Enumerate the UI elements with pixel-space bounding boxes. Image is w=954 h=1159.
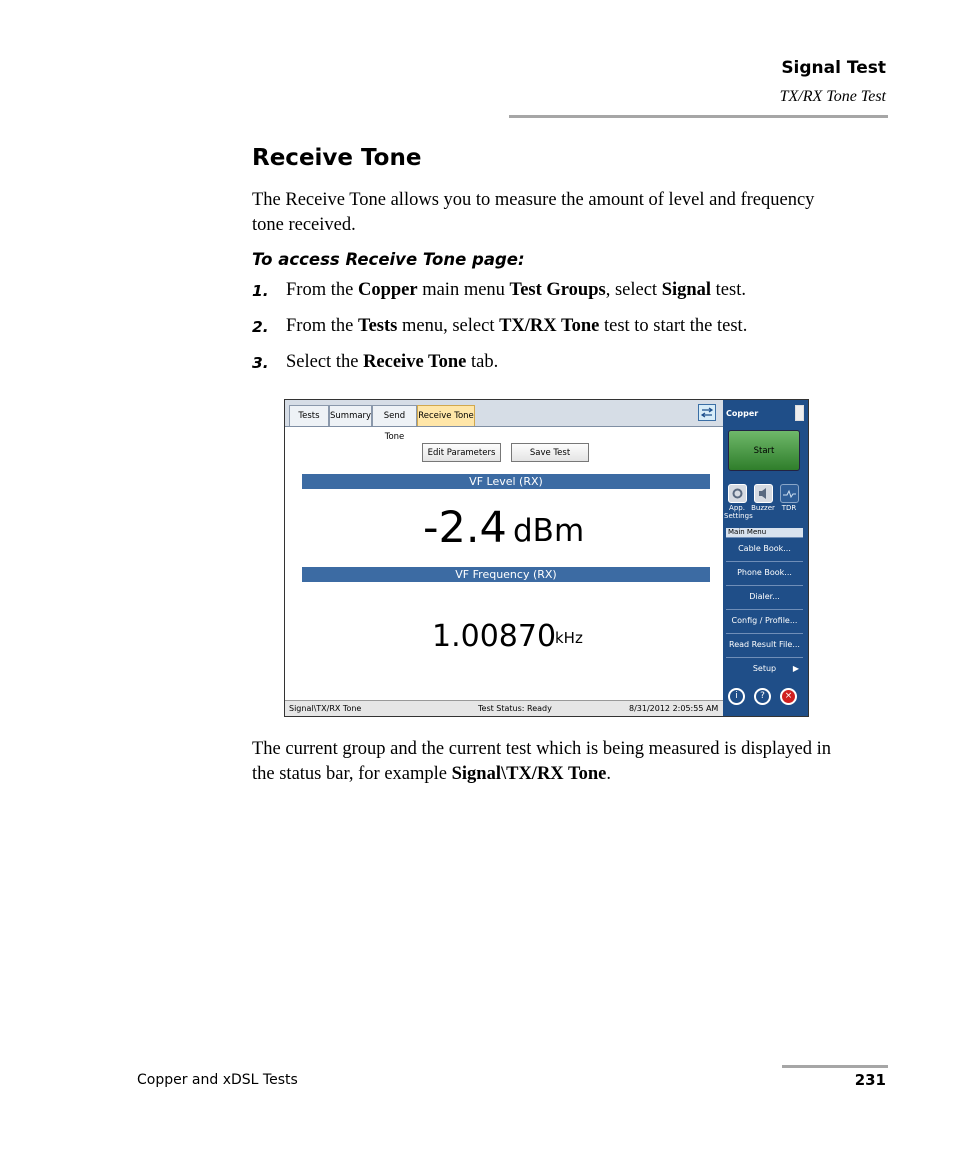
help-icon[interactable]: ? (754, 688, 771, 705)
menu-item-config-profile[interactable]: Config / Profile... (726, 609, 803, 632)
intro-paragraph: The Receive Tone allows you to measure the amount of level and frequency tone received. (252, 190, 815, 235)
step-number: 1. (252, 282, 269, 300)
tab-send-tone[interactable]: Send Tone (372, 405, 417, 426)
step-number: 2. (252, 318, 269, 336)
tdr-icon[interactable] (780, 484, 799, 503)
header-rule (509, 115, 888, 118)
tab-receive-tone[interactable]: Receive Tone (417, 405, 475, 426)
step-text: From the Tests menu, select TX/RX Tone test to start the test. (286, 316, 748, 336)
app-settings-label: App. Settings (724, 504, 753, 520)
footer-rule (782, 1065, 888, 1068)
page-number: 231 (854, 1071, 886, 1089)
app-settings-icon[interactable] (728, 484, 747, 503)
step-text: From the Copper main menu Test Groups, select Signal test. (286, 280, 746, 300)
vf-frequency-value: 1.00870 (432, 619, 557, 654)
status-bar (285, 700, 723, 717)
setup-label: Setup (752, 664, 777, 673)
tab-tests[interactable]: Tests (289, 405, 329, 426)
side-panel-title: Copper (726, 409, 759, 418)
menu-item-setup[interactable] (726, 657, 803, 680)
buzzer-icon[interactable] (754, 484, 773, 503)
menu-item-read-result-file[interactable]: Read Result File... (726, 633, 803, 656)
step-number: 3. (252, 354, 269, 372)
running-header-title: Signal Test (781, 58, 886, 78)
right-side-panel (723, 400, 808, 716)
receive-tone-screenshot (284, 399, 809, 717)
status-datetime: 8/31/2012 2:05:55 AM (629, 704, 719, 713)
buzzer-label: Buzzer (751, 504, 775, 512)
section-heading: Receive Tone (252, 145, 422, 171)
menu-item-cable-book[interactable]: Cable Book... (726, 537, 803, 560)
vf-frequency-unit: kHz (555, 629, 583, 647)
status-test-status: Test Status: Ready (478, 704, 552, 713)
edit-parameters-button[interactable]: Edit Parameters (422, 443, 501, 462)
menu-item-dialer[interactable]: Dialer... (726, 585, 803, 608)
tab-bar (285, 400, 723, 442)
vf-frequency-header: VF Frequency (RX) (302, 567, 710, 582)
status-path: Signal\TX/RX Tone (289, 704, 362, 713)
menu-item-phone-book[interactable]: Phone Book... (726, 561, 803, 584)
running-header-subtitle: TX/RX Tone Test (779, 88, 886, 105)
battery-icon (795, 405, 804, 421)
tdr-label: TDR (781, 504, 797, 512)
close-icon[interactable]: × (780, 688, 797, 705)
start-button[interactable]: Start (728, 430, 800, 471)
vf-level-unit: dBm (513, 513, 585, 549)
step-text: Select the Receive Tone tab. (286, 352, 499, 372)
chevron-right-icon: ▶ (792, 664, 799, 673)
closing-paragraph: The current group and the current test which is being measured is displayed in the status bar, for example Signal\TX/RX Tone. (252, 739, 831, 784)
procedure-title: To access Receive Tone page: (252, 250, 525, 269)
vf-level-header: VF Level (RX) (302, 474, 710, 489)
footer-book-title: Copper and xDSL Tests (137, 1072, 298, 1088)
tab-summary[interactable]: Summary (329, 405, 372, 426)
main-menu-title: Main Menu (726, 528, 803, 537)
vf-level-value: -2.4 (423, 503, 507, 553)
connection-icon[interactable] (698, 404, 716, 421)
save-test-button[interactable]: Save Test (511, 443, 589, 462)
info-icon[interactable]: i (728, 688, 745, 705)
